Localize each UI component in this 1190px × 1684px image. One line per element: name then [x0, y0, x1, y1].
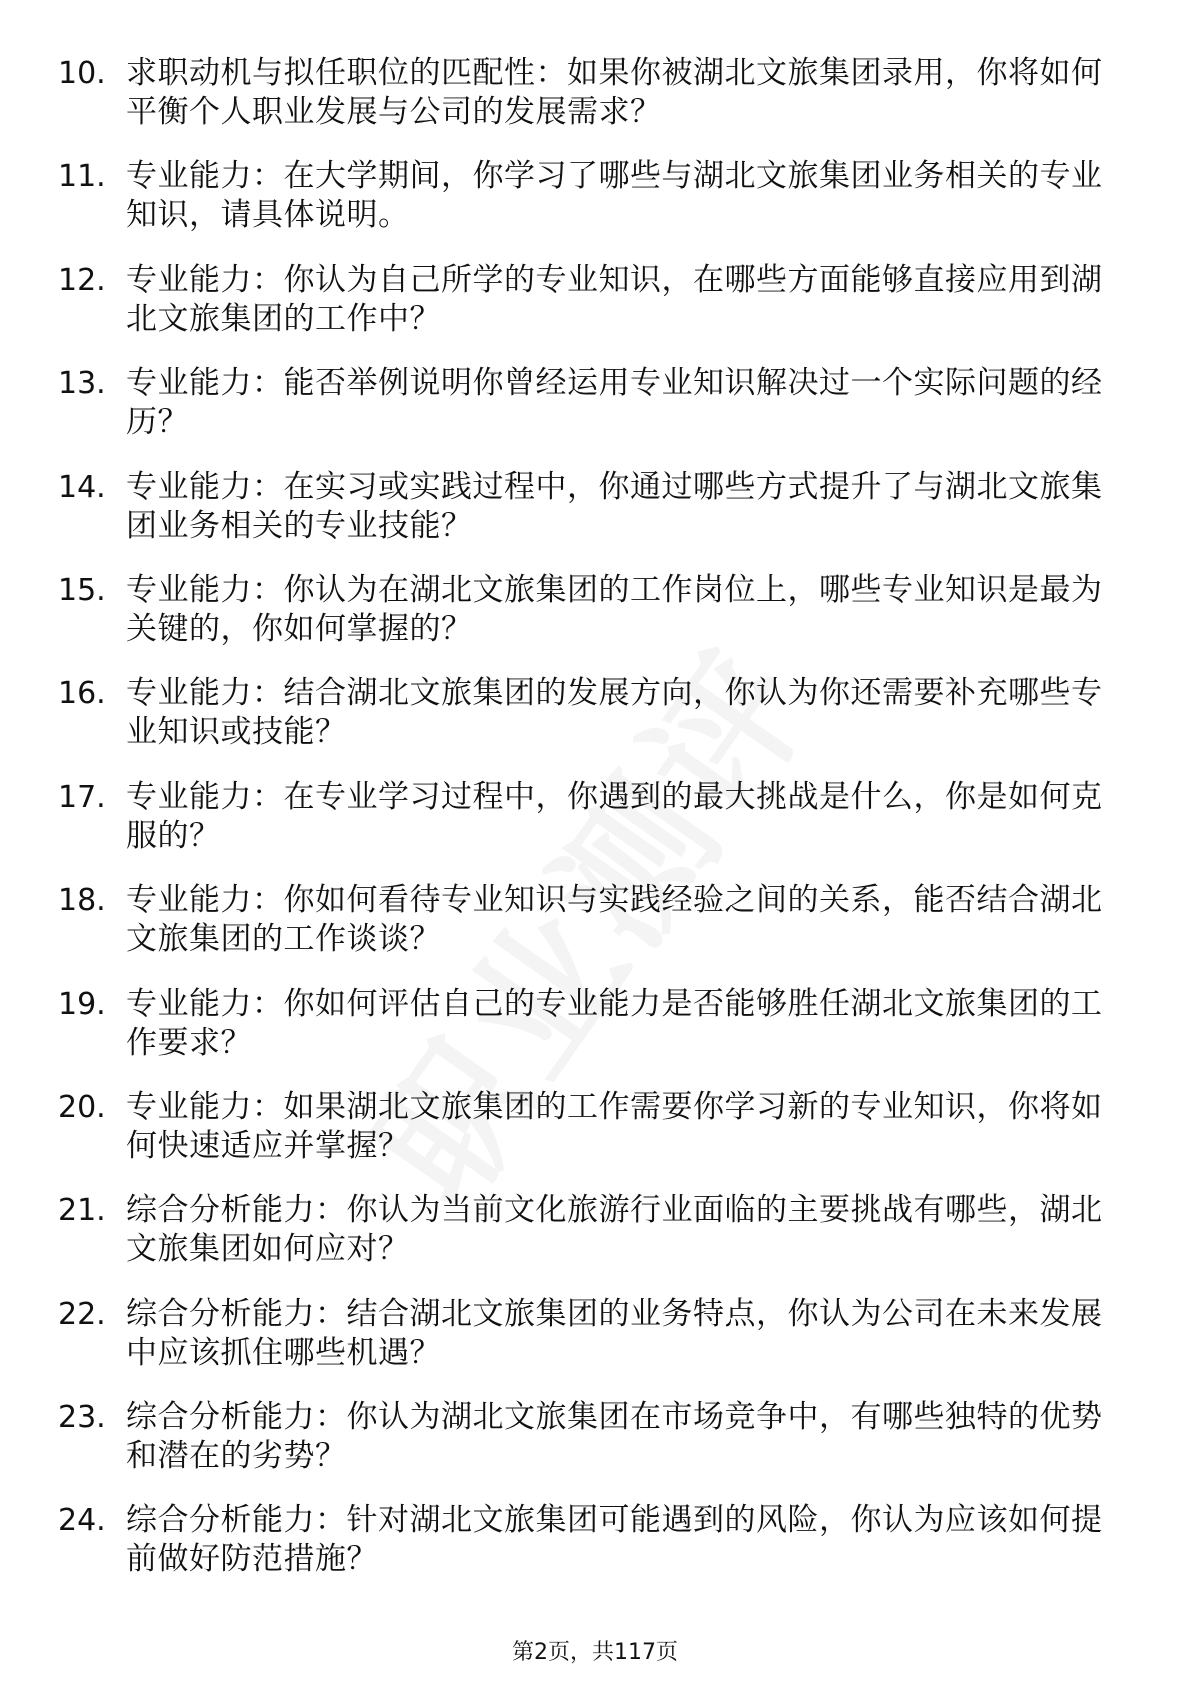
- question-text: 综合分析能力：针对湖北文旅集团可能遇到的风险，你认为应该如何提前做好防范措施？: [126, 1502, 1103, 1578]
- question-number: 19.: [58, 986, 106, 1022]
- question-number: 12.: [58, 262, 106, 298]
- question-number: 24.: [58, 1503, 106, 1539]
- question-text: 综合分析能力：你认为湖北文旅集团在市场竞争中，有哪些独特的优势和潜在的劣势？: [126, 1399, 1103, 1475]
- question-item: [58, 1295, 1118, 1398]
- question-number: 13.: [58, 366, 106, 402]
- question-number: 22.: [58, 1296, 106, 1332]
- question-item: [58, 674, 1118, 777]
- question-text: 专业能力：在大学期间，你学习了哪些与湖北文旅集团业务相关的专业知识，请具体说明。: [126, 158, 1103, 234]
- question-number: 16.: [58, 676, 106, 712]
- question-item: [58, 1088, 1118, 1191]
- question-item: [58, 54, 1118, 157]
- question-text: 综合分析能力：结合湖北文旅集团的业务特点，你认为公司在未来发展中应该抓住哪些机遇？: [126, 1295, 1103, 1371]
- question-number: 14.: [58, 469, 106, 505]
- question-item: [58, 1191, 1118, 1294]
- question-item: [58, 261, 1118, 364]
- question-number: 15.: [58, 572, 106, 608]
- question-item: [58, 364, 1118, 467]
- question-item: [58, 468, 1118, 571]
- question-item: [58, 1398, 1118, 1501]
- question-text: 专业能力：你认为在湖北文旅集团的工作岗位上，哪些专业知识是最为关键的，你如何掌握的？: [126, 571, 1103, 647]
- question-list: [58, 54, 1118, 1605]
- question-item: [58, 571, 1118, 674]
- question-text: 专业能力：能否举例说明你曾经运用专业知识解决过一个实际问题的经历？: [126, 365, 1103, 441]
- question-item: [58, 778, 1118, 881]
- question-number: 10.: [58, 56, 106, 91]
- question-text: 专业能力：在专业学习过程中，你遇到的最大挑战是什么，你是如何克服的？: [126, 778, 1103, 854]
- question-text: 专业能力：你如何看待专业知识与实践经验之间的关系，能否结合湖北文旅集团的工作谈谈？: [126, 882, 1103, 958]
- question-item: [58, 1501, 1118, 1604]
- question-text: 专业能力：结合湖北文旅集团的发展方向，你认为你还需要补充哪些专业知识或技能？: [126, 675, 1103, 751]
- question-text: 专业能力：在实习或实践过程中，你通过哪些方式提升了与湖北文旅集团业务相关的专业技能？: [126, 468, 1103, 544]
- question-text: 求职动机与拟任职位的匹配性：如果你被湖北文旅集团录用，你将如何平衡个人职业发展与公司的发展需求？: [126, 55, 1103, 130]
- question-item: [58, 157, 1118, 260]
- question-text: 专业能力：你如何评估自己的专业能力是否能够胜任湖北文旅集团的工作要求？: [126, 985, 1103, 1061]
- question-number: 11.: [58, 159, 106, 195]
- question-number: 18.: [58, 883, 106, 919]
- question-item: [58, 881, 1118, 984]
- question-item: [58, 985, 1118, 1088]
- question-number: 21.: [58, 1193, 106, 1229]
- question-text: 综合分析能力：你认为当前文化旅游行业面临的主要挑战有哪些，湖北文旅集团如何应对？: [126, 1192, 1103, 1268]
- question-text: 专业能力：如果湖北文旅集团的工作需要你学习新的专业知识，你将如何快速适应并掌握？: [126, 1088, 1103, 1164]
- question-number: 17.: [58, 779, 106, 815]
- question-number: 23.: [58, 1400, 106, 1436]
- question-text: 专业能力：你认为自己所学的专业知识，在哪些方面能够直接应用到湖北文旅集团的工作中？: [126, 261, 1103, 337]
- question-number: 20.: [58, 1089, 106, 1125]
- page-footer: 第2页，共117页: [512, 1640, 678, 1665]
